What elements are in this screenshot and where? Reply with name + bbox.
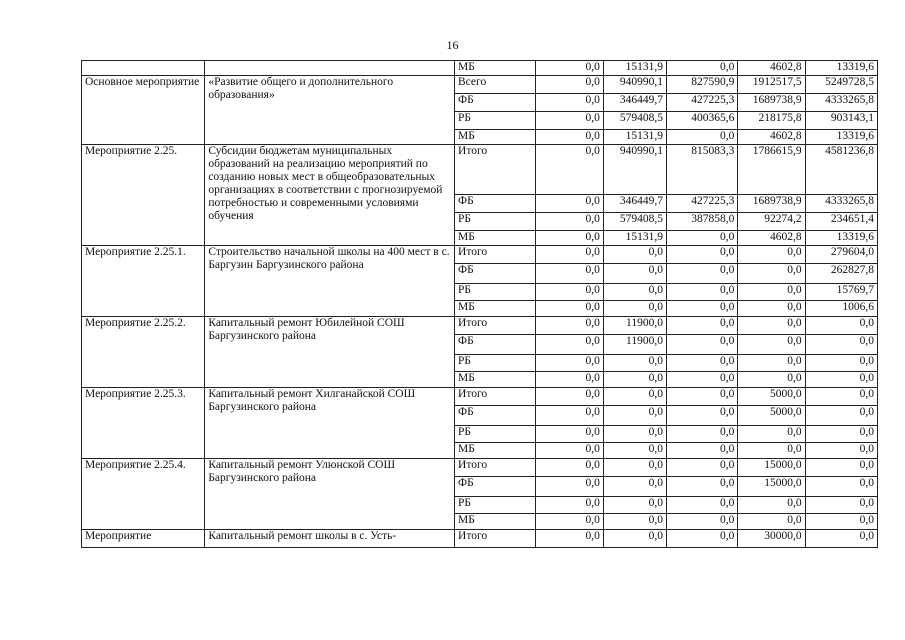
amount-cell: 0,0	[667, 477, 738, 497]
funding-source-cell: МБ	[455, 130, 536, 145]
table-row	[82, 76, 878, 94]
activity-code-cell: Основное мероприятие	[82, 76, 205, 145]
amount-cell: 0,0	[667, 317, 738, 335]
amount-cell: 346449,7	[603, 195, 666, 213]
amount-cell: 0,0	[805, 426, 877, 443]
amount-cell: 0,0	[805, 530, 877, 548]
amount-cell: 11900,0	[603, 317, 666, 335]
funding-source-cell: РБ	[455, 213, 536, 231]
funding-source-cell: МБ	[455, 61, 536, 76]
funding-source-cell: МБ	[455, 372, 536, 388]
amount-cell: 0,0	[603, 372, 666, 388]
amount-cell: 0,0	[667, 388, 738, 406]
amount-cell: 0,0	[667, 335, 738, 355]
amount-cell: 0,0	[667, 264, 738, 284]
amount-cell: 0,0	[805, 497, 877, 514]
funding-source-cell: ФБ	[455, 264, 536, 284]
amount-cell: 0,0	[738, 264, 805, 284]
amount-cell: 0,0	[667, 61, 738, 76]
amount-cell: 0,0	[603, 406, 666, 426]
amount-cell: 0,0	[603, 443, 666, 459]
amount-cell: 0,0	[667, 130, 738, 145]
funding-source-cell: Итого	[455, 530, 536, 548]
amount-cell: 0,0	[738, 497, 805, 514]
amount-cell: 0,0	[535, 284, 603, 301]
amount-cell: 1689738,9	[738, 195, 805, 213]
amount-cell: 0,0	[805, 443, 877, 459]
funding-source-cell: МБ	[455, 231, 536, 246]
amount-cell: 0,0	[535, 530, 603, 548]
amount-cell: 15769,7	[805, 284, 877, 301]
amount-cell: 0,0	[535, 231, 603, 246]
amount-cell: 0,0	[535, 514, 603, 530]
activity-name-cell: Капитальный ремонт школы в с. Усть-	[205, 530, 455, 548]
amount-cell: 0,0	[603, 530, 666, 548]
amount-cell: 279604,0	[805, 246, 877, 264]
amount-cell: 0,0	[805, 514, 877, 530]
amount-cell: 5000,0	[738, 388, 805, 406]
table-row	[82, 530, 878, 548]
amount-cell: 0,0	[667, 514, 738, 530]
budget-table	[81, 60, 878, 548]
amount-cell: 4333265,8	[805, 195, 877, 213]
funding-source-cell: ФБ	[455, 477, 536, 497]
amount-cell: 0,0	[738, 335, 805, 355]
funding-source-cell: МБ	[455, 514, 536, 530]
amount-cell: 4333265,8	[805, 94, 877, 112]
funding-source-cell: Итого	[455, 317, 536, 335]
amount-cell: 0,0	[667, 231, 738, 246]
funding-source-cell: ФБ	[455, 94, 536, 112]
amount-cell: 15000,0	[738, 459, 805, 477]
amount-cell: 0,0	[535, 335, 603, 355]
amount-cell: 0,0	[535, 213, 603, 231]
amount-cell: 0,0	[667, 372, 738, 388]
page-number: 16	[446, 38, 459, 52]
funding-source-cell: ФБ	[455, 335, 536, 355]
amount-cell: 0,0	[805, 406, 877, 426]
amount-cell: 0,0	[603, 388, 666, 406]
amount-cell: 815083,3	[667, 145, 738, 195]
amount-cell: 0,0	[738, 355, 805, 372]
funding-source-cell: Итого	[455, 388, 536, 406]
table-row	[82, 459, 878, 477]
amount-cell: 0,0	[667, 284, 738, 301]
activity-name-cell: «Развитие общего и дополнительного образования»	[205, 76, 455, 145]
amount-cell: 0,0	[603, 264, 666, 284]
amount-cell: 827590,9	[667, 76, 738, 94]
amount-cell: 0,0	[535, 355, 603, 372]
funding-source-cell: ФБ	[455, 195, 536, 213]
amount-cell: 400365,6	[667, 112, 738, 130]
amount-cell: 0,0	[535, 388, 603, 406]
amount-cell: 427225,3	[667, 94, 738, 112]
amount-cell: 0,0	[535, 112, 603, 130]
funding-source-cell: МБ	[455, 443, 536, 459]
amount-cell: 0,0	[535, 246, 603, 264]
amount-cell: 0,0	[603, 514, 666, 530]
amount-cell: 0,0	[738, 301, 805, 317]
amount-cell: 0,0	[738, 284, 805, 301]
amount-cell: 5249728,5	[805, 76, 877, 94]
amount-cell: 0,0	[603, 497, 666, 514]
amount-cell: 4602,8	[738, 61, 805, 76]
activity-code-cell: Мероприятие 2.25.	[82, 145, 205, 246]
amount-cell: 346449,7	[603, 94, 666, 112]
table-row	[82, 61, 878, 76]
funding-source-cell: РБ	[455, 497, 536, 514]
amount-cell: 0,0	[535, 443, 603, 459]
amount-cell: 0,0	[805, 317, 877, 335]
amount-cell: 15131,9	[603, 61, 666, 76]
amount-cell: 0,0	[535, 94, 603, 112]
amount-cell: 0,0	[667, 406, 738, 426]
amount-cell: 0,0	[535, 145, 603, 195]
amount-cell: 0,0	[535, 264, 603, 284]
amount-cell: 0,0	[535, 195, 603, 213]
funding-source-cell: РБ	[455, 355, 536, 372]
amount-cell: 0,0	[805, 372, 877, 388]
activity-name-cell: Капитальный ремонт Хилганайской СОШ Баргузинского района	[205, 388, 455, 459]
amount-cell: 0,0	[603, 301, 666, 317]
amount-cell: 579408,5	[603, 112, 666, 130]
amount-cell: 0,0	[738, 514, 805, 530]
table-row	[82, 145, 878, 195]
amount-cell: 0,0	[535, 130, 603, 145]
amount-cell: 0,0	[535, 61, 603, 76]
activity-code-cell: Мероприятие 2.25.4.	[82, 459, 205, 530]
amount-cell: 1689738,9	[738, 94, 805, 112]
amount-cell: 0,0	[738, 372, 805, 388]
amount-cell: 4602,8	[738, 231, 805, 246]
funding-source-cell: РБ	[455, 112, 536, 130]
amount-cell: 0,0	[805, 388, 877, 406]
amount-cell: 0,0	[738, 317, 805, 335]
amount-cell: 0,0	[667, 530, 738, 548]
amount-cell: 0,0	[535, 76, 603, 94]
funding-source-cell: РБ	[455, 426, 536, 443]
funding-source-cell: Итого	[455, 459, 536, 477]
amount-cell: 30000,0	[738, 530, 805, 548]
amount-cell: 0,0	[667, 301, 738, 317]
amount-cell: 0,0	[603, 459, 666, 477]
amount-cell: 15000,0	[738, 477, 805, 497]
activity-code-cell: Мероприятие 2.25.2.	[82, 317, 205, 388]
amount-cell: 0,0	[805, 477, 877, 497]
amount-cell: 0,0	[805, 459, 877, 477]
amount-cell: 13319,6	[805, 61, 877, 76]
amount-cell: 0,0	[535, 372, 603, 388]
amount-cell: 4581236,8	[805, 145, 877, 195]
amount-cell: 0,0	[667, 426, 738, 443]
activity-code-cell	[82, 61, 205, 76]
amount-cell: 234651,4	[805, 213, 877, 231]
funding-source-cell: ФБ	[455, 406, 536, 426]
amount-cell: 92274,2	[738, 213, 805, 231]
amount-cell: 0,0	[667, 246, 738, 264]
amount-cell: 13319,6	[805, 130, 877, 145]
table-row	[82, 317, 878, 335]
funding-source-cell: Итого	[455, 246, 536, 264]
amount-cell: 579408,5	[603, 213, 666, 231]
amount-cell: 0,0	[738, 426, 805, 443]
amount-cell: 387858,0	[667, 213, 738, 231]
amount-cell: 218175,8	[738, 112, 805, 130]
amount-cell: 0,0	[603, 284, 666, 301]
funding-source-cell: Всего	[455, 76, 536, 94]
table-row	[82, 388, 878, 406]
funding-source-cell: РБ	[455, 284, 536, 301]
amount-cell: 0,0	[535, 301, 603, 317]
amount-cell: 0,0	[667, 459, 738, 477]
amount-cell: 11900,0	[603, 335, 666, 355]
amount-cell: 0,0	[667, 497, 738, 514]
funding-source-cell: Итого	[455, 145, 536, 195]
activity-code-cell: Мероприятие	[82, 530, 205, 548]
activity-name-cell: Строительство начальной школы на 400 мест в с. Баргузин Баргузинского района	[205, 246, 455, 317]
amount-cell: 5000,0	[738, 406, 805, 426]
amount-cell: 427225,3	[667, 195, 738, 213]
amount-cell: 0,0	[535, 477, 603, 497]
activity-code-cell: Мероприятие 2.25.3.	[82, 388, 205, 459]
amount-cell: 0,0	[667, 443, 738, 459]
amount-cell: 15131,9	[603, 130, 666, 145]
amount-cell: 0,0	[535, 426, 603, 443]
amount-cell: 0,0	[738, 246, 805, 264]
activity-name-cell: Капитальный ремонт Юбилейной СОШ Баргузинского района	[205, 317, 455, 388]
amount-cell: 0,0	[535, 317, 603, 335]
amount-cell: 940990,1	[603, 145, 666, 195]
amount-cell: 0,0	[603, 477, 666, 497]
budget-table-body	[82, 61, 878, 548]
amount-cell: 0,0	[805, 335, 877, 355]
amount-cell: 0,0	[738, 443, 805, 459]
amount-cell: 4602,8	[738, 130, 805, 145]
amount-cell: 0,0	[805, 355, 877, 372]
amount-cell: 1006,6	[805, 301, 877, 317]
amount-cell: 0,0	[603, 355, 666, 372]
amount-cell: 13319,6	[805, 231, 877, 246]
amount-cell: 0,0	[603, 426, 666, 443]
amount-cell: 262827,8	[805, 264, 877, 284]
amount-cell: 0,0	[535, 497, 603, 514]
activity-name-cell	[205, 61, 455, 76]
funding-source-cell: МБ	[455, 301, 536, 317]
activity-name-cell: Субсидии бюджетам муниципальных образований на реализацию мероприятий по созданию новых мест в общеобразовательных организациях в соответствии с прогнозируемой потребностью и современными условиями обучения	[205, 145, 455, 246]
activity-name-cell: Капитальный ремонт Улюнской СОШ Баргузинского района	[205, 459, 455, 530]
amount-cell: 1786615,9	[738, 145, 805, 195]
amount-cell: 0,0	[535, 406, 603, 426]
amount-cell: 1912517,5	[738, 76, 805, 94]
amount-cell: 0,0	[603, 246, 666, 264]
amount-cell: 903143,1	[805, 112, 877, 130]
amount-cell: 0,0	[667, 355, 738, 372]
activity-code-cell: Мероприятие 2.25.1.	[82, 246, 205, 317]
amount-cell: 940990,1	[603, 76, 666, 94]
table-row	[82, 246, 878, 264]
amount-cell: 15131,9	[603, 231, 666, 246]
amount-cell: 0,0	[535, 459, 603, 477]
